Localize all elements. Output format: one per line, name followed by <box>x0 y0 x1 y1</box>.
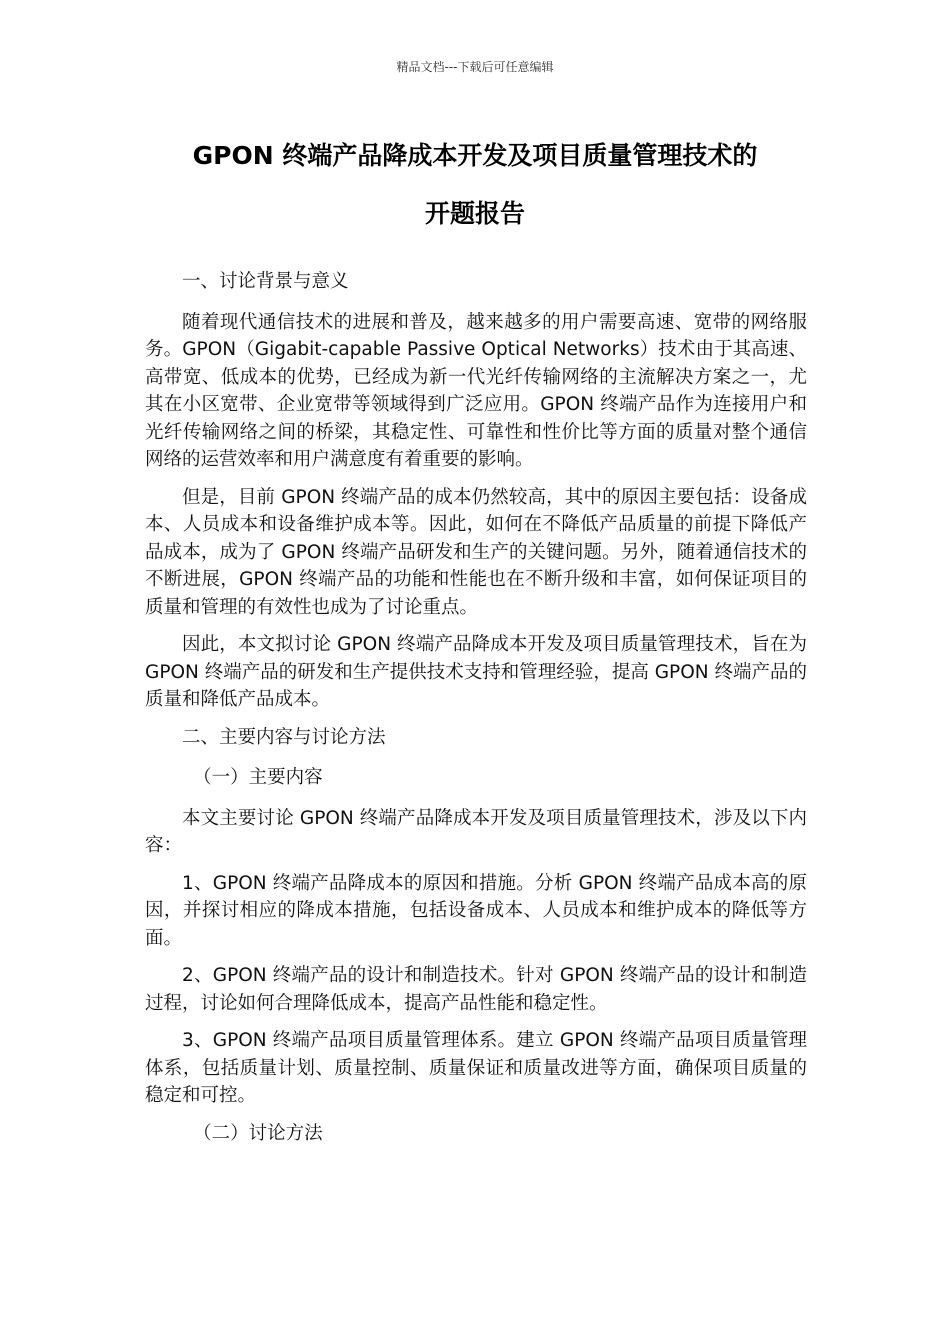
header-note: 精品文档---下载后可任意编辑 <box>396 60 554 74</box>
paragraph-background-1: 随着现代通信技术的进展和普及，越来越多的用户需要高速、宽带的网络服务。GPON（Gigabit-capable Passive Optical Networks）技术由于其高速、高带宽、低成本的优势，已经成为新一代光纤传输网络的主流解决方案之一，尤其在小区宽带、企业宽带等领域得到广泛应用。GPON 终端产品作为连接用户和光纤传输网络之间的桥梁，其稳定性、可靠性和性价比等方面的质量对整个通信网络的运营效率和用户满意度有着重要的影响。 <box>145 311 807 470</box>
document-title-line-2: 开题报告 <box>424 199 525 228</box>
list-item-quality-management: 3、GPON 终端产品项目质量管理体系。建立 GPON 终端产品项目质量管理体系，包括质量计划、质量控制、质量保证和质量改进等方面，确保项目质量的稳定和可控。 <box>145 1030 807 1106</box>
list-item-design-manufacturing: 2、GPON 终端产品的设计和制造技术。针对 GPON 终端产品的设计和制造过程，讨论如何合理降低成本，提高产品性能和稳定性。 <box>145 965 807 1014</box>
paragraph-background-3: 因此，本文拟讨论 GPON 终端产品降成本开发及项目质量管理技术，旨在为 GPON 终端产品的研发和生产提供技术支持和管理经验，提高 GPON 终端产品的质量和降低产品成本。 <box>145 634 807 710</box>
paragraph-background-2: 但是，目前 GPON 终端产品的成本仍然较高，其中的原因主要包括：设备成本、人员成本和设备维护成本等。因此，如何在不降低产品质量的前提下降低产品成本，成为了 GPON 终端产品研发和生产的关键问题。另外，随着通信技术的不断进展，GPON 终端产品的功能和性能也在不断升级和丰富，如何保证项目的质量和管理的有效性也成为了讨论重点。 <box>145 486 807 618</box>
section-heading-background: 一、讨论背景与意义 <box>182 271 349 292</box>
subheading-main-content: （一）主要内容 <box>193 767 323 788</box>
subheading-research-method: （二）讨论方法 <box>193 1122 323 1144</box>
paragraph-main-content-intro: 本文主要讨论 GPON 终端产品降成本开发及项目质量管理技术，涉及以下内容： <box>145 807 807 856</box>
section-heading-content-method: 二、主要内容与讨论方法 <box>182 726 386 748</box>
document-body <box>145 268 807 1157</box>
document-title-line-1: GPON 终端产品降成本开发及项目质量管理技术的 <box>192 141 758 170</box>
list-item-cost-reduction: 1、GPON 终端产品降成本的原因和措施。分析 GPON 终端产品成本高的原因，并探讨相应的降成本措施，包括设备成本、人员成本和维护成本的降低等方面。 <box>145 872 807 949</box>
